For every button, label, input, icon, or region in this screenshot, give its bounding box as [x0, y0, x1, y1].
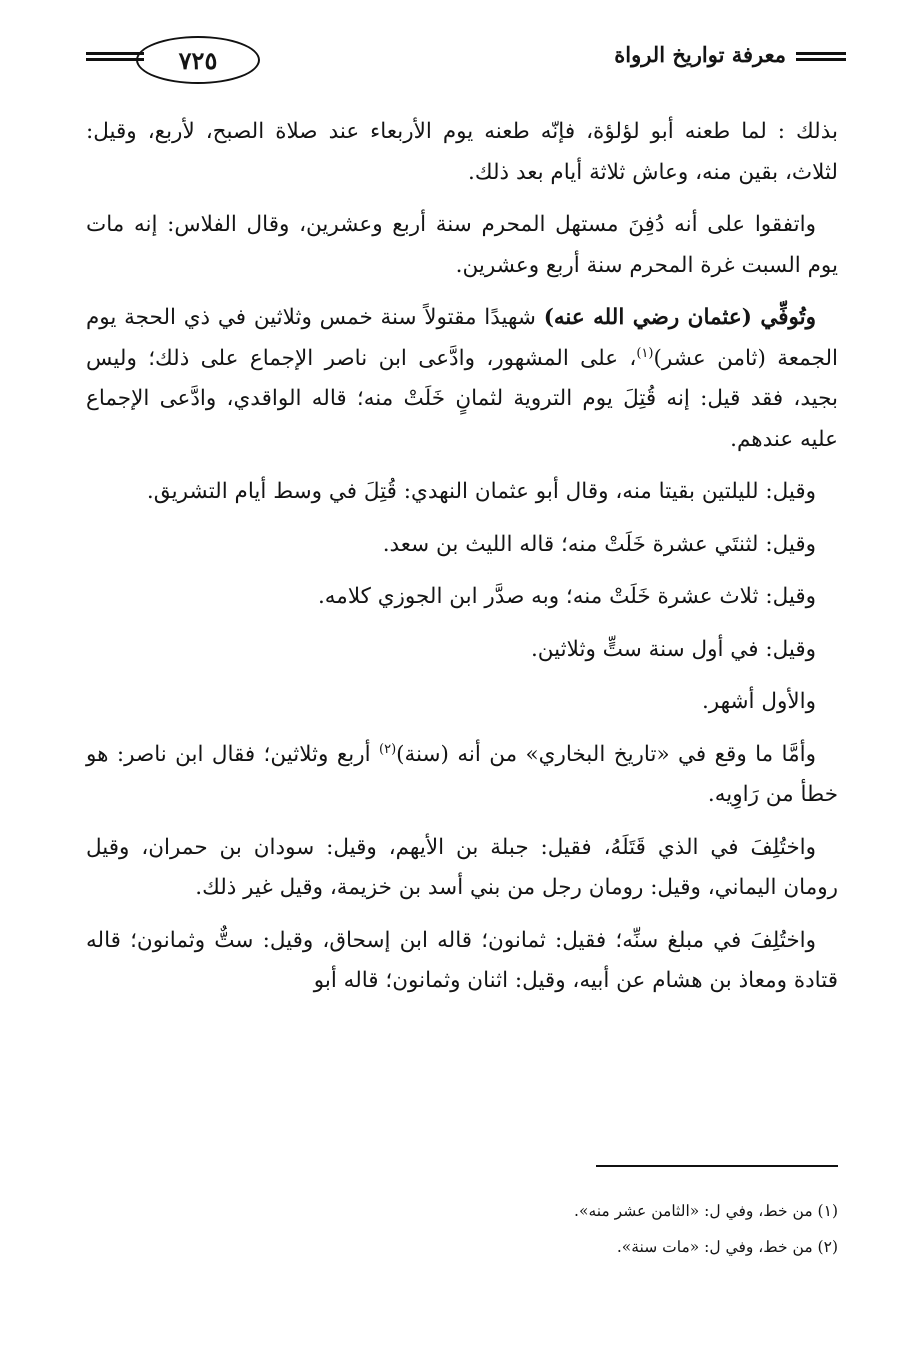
- running-title: معرفة تواريخ الرواة: [614, 42, 786, 67]
- footnote-ref[interactable]: (١): [636, 345, 654, 361]
- paragraph: وقيل: لليلتين بقيتا منه، وقال أبو عثمان النهدي: قُتِلَ في وسط أيام التشريق.: [146, 479, 816, 504]
- paragraph: [86, 298, 838, 460]
- paragraph-text: شهيدًا مقتولاً سنة خمس وثلاثين في ذي الحجة يوم الجمعة (ثامن عشر): [86, 305, 838, 371]
- running-header: [86, 30, 846, 90]
- page-number: ٧٢٥: [178, 45, 218, 75]
- paragraph: بذلك : لما طعنه أبو لؤلؤة، فإنّه طعنه يوم الأربعاء عند صلاة الصبح، لأربع، وقيل: لثلاث، بقين منه، وعاش ثلاثة أيام بعد ذلك.: [86, 119, 838, 185]
- paragraph: واختُلِفَ في الذي قَتَلَهُ، فقيل: جبلة بن الأيهم، وقيل: سودان بن حمران، وقيل رومان اليماني، وقيل: رومان رجل من بني أسد بن خزيمة، وقيل غير ذلك.: [86, 834, 838, 900]
- footnote: (٢) من خط، وفي ل: «مات سنة».: [616, 1238, 838, 1256]
- main-text: [86, 112, 838, 1014]
- paragraph: واختُلِفَ في مبلغ سنِّه؛ فقيل: ثمانون؛ قاله ابن إسحاق، وقيل: ستٌّ وثمانون؛ قاله قتادة ومعاذ بن هشام عن أبيه، وقيل: اثنان وثمانون؛ قاله أبو: [86, 927, 838, 993]
- footnotes: [78, 1193, 838, 1265]
- footnote-separator: [596, 1165, 838, 1167]
- paragraph: وقيل: ثلاث عشرة خَلَتْ منه؛ وبه صدَّر ابن الجوزي كلامه.: [317, 584, 816, 609]
- footnote-ref[interactable]: (٢): [379, 741, 397, 757]
- paragraph-text: أربع وثلاثين؛ فقال ابن ناصر: هو خطأ من رَاوِيه.: [86, 741, 838, 807]
- page-number-oval: [136, 36, 260, 84]
- paragraph-text: وأمَّا ما وقع في «تاريخ البخاري» من أنه (سنة): [396, 741, 816, 767]
- paragraph: والأول أشهر.: [701, 689, 816, 714]
- paragraph: واتفقوا على أنه دُفِنَ مستهل المحرم سنة أربع وعشرين، وقال الفلاس: إنه مات يوم السبت غرة المحرم سنة أربع وعشرين.: [86, 212, 838, 278]
- paragraph-text: ، على المشهور، وادَّعى ابن ناصر الإجماع على ذلك؛ وليس بجيد، فقد قيل: إنه قُتِلَ يوم التروية لثمانٍ خَلَتْ منه؛ قاله الواقدي، وادَّعى الإجماع عليه عندهم.: [86, 345, 838, 452]
- paragraph: وقيل: في أول سنة ستٍّ وثلاثين.: [530, 636, 816, 662]
- footnote: (١) من خط، وفي ل: «الثامن عشر منه».: [574, 1202, 838, 1220]
- paragraph: [86, 735, 838, 816]
- header-rule-right: [796, 52, 846, 61]
- section-lead: وتُوفِّي (عثمان رضي الله عنه): [543, 305, 816, 330]
- paragraph: وقيل: لثنتَي عشرة خَلَتْ منه؛ قاله الليث بن سعد.: [382, 531, 816, 557]
